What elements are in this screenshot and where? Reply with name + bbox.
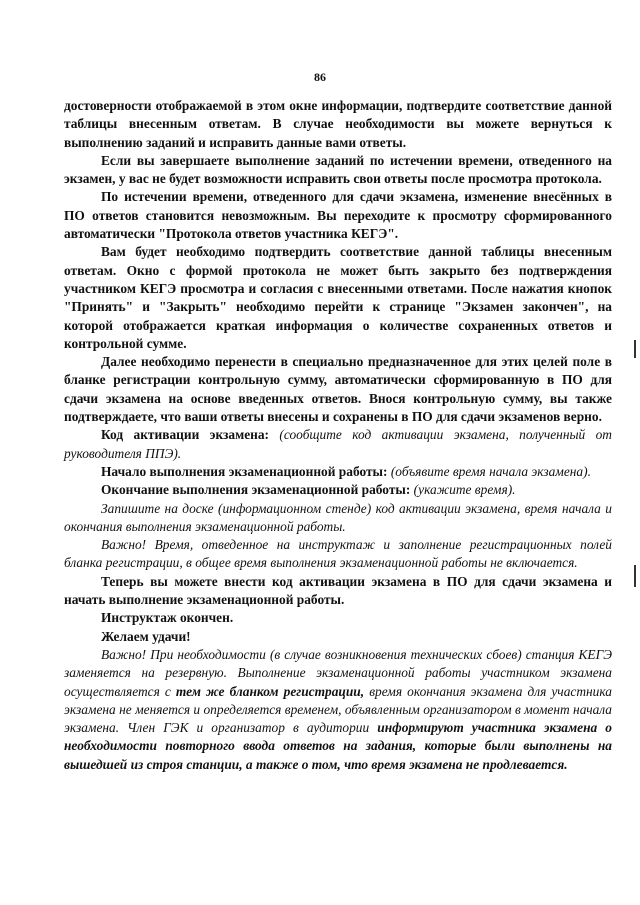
paragraph-good-luck: Желаем удачи! <box>101 628 191 644</box>
page-number: 86 <box>314 70 326 84</box>
paragraph-end-time <box>64 481 612 499</box>
backup-text-d: информируют участника экзамена о необходимости повторного ввода ответов на задания, которые были выполнены на вышедшей из строя станции, а также о том, что время экзамена не продлевается. <box>64 720 612 772</box>
paragraph-5: Далее необходимо перенести в специально предназначенное для этих целей поле в бланке регистрации контрольную сумму, автоматически сформированную в ПО для сдачи экзамена на основе введенных ответов. Внося контрольную сумму, вы также подтверждаете, что ваши ответы внесены и сохранены в ПО для сдачи экзаменов верно. <box>64 354 612 425</box>
scan-edge-mark <box>634 565 636 587</box>
paragraph-3: По истечении времени, отведенного для сдачи экзамена, изменение внесённых в ПО ответов становится невозможным. Вы переходите к просмотру сформированного автоматически "Протокола ответов участника КЕГЭ". <box>64 189 612 242</box>
paragraph-2: Если вы завершаете выполнение заданий по истечении времени, отведенного на экзамен, у вас не будет возможности исправить свои ответы после просмотра протокола. <box>64 152 612 187</box>
paragraph-start-work: Теперь вы можете внести код активации экзамена в ПО для сдачи экзамена и начать выполнение экзаменационной работы. <box>64 573 612 608</box>
document-body <box>64 97 612 774</box>
start-time-label: Начало выполнения экзаменационной работы: <box>101 463 388 479</box>
backup-text-c: время окончания экзамена для участника экзамена не меняется и определяется временем, объявленным организатором в момент начала экзамена. Член ГЭК и организатор в аудитории <box>64 683 612 736</box>
paragraph-important-time: Важно! Время, отведенное на инструктаж и заполнение регистрационных полей бланка регистрации, в общее время выполнения экзаменационной работы не включается. <box>64 537 612 571</box>
scan-edge-mark <box>634 340 636 358</box>
activation-code-note: (сообщите код активации экзамена, полученный от руководителя ППЭ). <box>64 427 612 461</box>
paragraph-board-note: Запишите на доске (информационном стенде) код активации экзамена, время начала и окончания выполнения экзаменационной работы. <box>64 500 612 534</box>
paragraph-1: достоверности отображаемой в этом окне информации, подтвердите соответствие данной таблицы внесенным ответам. В случае необходимости вы можете вернуться к выполнению заданий и исправить данные вами ответы. <box>64 98 612 150</box>
paragraph-start-time <box>64 463 612 481</box>
backup-text-b: тем же бланком регистрации, <box>175 683 365 699</box>
activation-code-label: Код активации экзамена: <box>101 427 270 443</box>
paragraph-4: Вам будет необходимо подтвердить соответствие данной таблицы внесенным ответам. Окно с формой протокола не может быть закрыто без подтверждения участником КЕГЭ просмотра и согласия с внесенными ответами. После нажатия кнопок "Принять" и "Закрыть" необходимо перейти к странице "Экзамен закончен", на которой отображается краткая информация о количестве сохраненных ответов и контрольной сумме. <box>64 244 612 351</box>
paragraph-activation-code <box>64 426 612 463</box>
end-time-label: Окончание выполнения экзаменационной работы: <box>101 482 411 498</box>
start-time-note: (объявите время начала экзамена). <box>390 463 591 479</box>
paragraph-briefing-over: Инструктаж окончен. <box>101 610 234 626</box>
end-time-note: (укажите время). <box>413 482 516 498</box>
paragraph-important-backup <box>64 646 612 774</box>
backup-text-a: Важно! При необходимости (в случае возникновения технических сбоев) станция КЕГЭ заменяется на резервную. Выполнение экзаменационной работы участником экзамена осуществляется с <box>64 646 612 699</box>
